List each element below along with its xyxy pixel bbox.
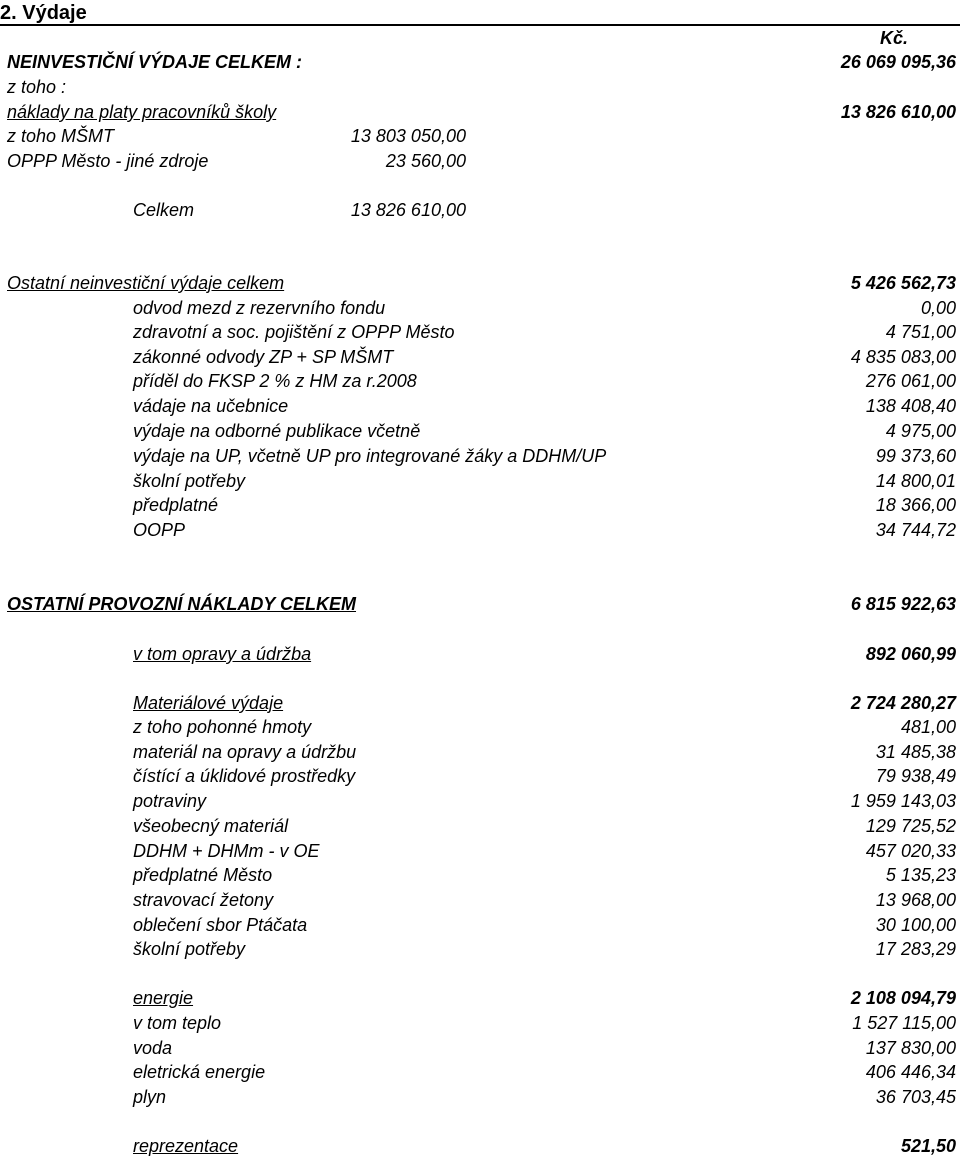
- ostatni-item-value: 14 800,01: [875, 471, 956, 491]
- material-item-label: stravovací žetony: [133, 890, 274, 910]
- material-item-value: 30 100,00: [875, 915, 956, 935]
- celkem-value: 13 826 610,00: [350, 200, 466, 220]
- ostatni-item-value: 4 835 083,00: [850, 347, 956, 367]
- header-rule: [0, 24, 960, 26]
- material-item-value: 129 725,52: [865, 816, 956, 836]
- ostatni-item-value: 276 061,00: [865, 371, 956, 391]
- provozni-total: 6 815 922,63: [850, 594, 956, 614]
- material-item-value: 13 968,00: [875, 890, 956, 910]
- ostatni-item-label: zdravotní a soc. pojištění z OPPP Město: [133, 322, 455, 342]
- neinvesticni-label: NEINVESTIČNÍ VÝDAJE CELKEM :: [7, 52, 303, 72]
- material-item-value: 17 283,29: [875, 939, 956, 959]
- reprezentace-label: reprezentace: [133, 1136, 239, 1156]
- energie-item-label: voda: [133, 1038, 173, 1058]
- msmt-value: 13 803 050,00: [350, 126, 466, 146]
- material-item-label: z toho pohonné hmoty: [133, 717, 312, 737]
- energie-item-label: v tom teplo: [133, 1013, 222, 1033]
- oppp-label: OPPP Město - jiné zdroje: [7, 151, 209, 171]
- energie-label: energie: [133, 988, 194, 1008]
- material-item-value: 481,00: [900, 717, 956, 737]
- ostatni-item-label: OOPP: [133, 520, 186, 540]
- material-item-label: materiál na opravy a údržbu: [133, 742, 357, 762]
- material-item-value: 79 938,49: [875, 766, 956, 786]
- ostatni-item-label: školní potřeby: [133, 471, 246, 491]
- material-item-label: předplatné Město: [133, 865, 273, 885]
- ostatni-item-value: 18 366,00: [875, 495, 956, 515]
- material-total: 2 724 280,27: [850, 693, 956, 713]
- neinvesticni-total: 26 069 095,36: [840, 52, 956, 72]
- energie-total: 2 108 094,79: [850, 988, 956, 1008]
- ostatni-item-value: 99 373,60: [875, 446, 956, 466]
- material-item-value: 1 959 143,03: [850, 791, 956, 811]
- ostatni-item-label: předplatné: [133, 495, 219, 515]
- oppp-value: 23 560,00: [385, 151, 466, 171]
- material-item-label: školní potřeby: [133, 939, 246, 959]
- energie-item-label: eletrická energie: [133, 1062, 266, 1082]
- material-label: Materiálové výdaje: [133, 693, 284, 713]
- energie-item-label: plyn: [133, 1087, 167, 1107]
- ostatni-item-label: zákonné odvody ZP + SP MŠMT: [133, 347, 394, 367]
- material-item-label: DDHM + DHMm - v OE: [133, 841, 320, 861]
- opravy-value: 892 060,99: [865, 644, 956, 664]
- ostatni-item-label: vádaje na učebnice: [133, 396, 289, 416]
- ostatni-item-label: odvod mezd z rezervního fondu: [133, 298, 386, 318]
- ostatni-item-value: 138 408,40: [865, 396, 956, 416]
- ostatni-item-value: 34 744,72: [875, 520, 956, 540]
- reprezentace-value: 521,50: [900, 1136, 956, 1156]
- ostatni-item-label: příděl do FKSP 2 % z HM za r.2008: [133, 371, 417, 391]
- ostatni-item-label: výdaje na UP, včetně UP pro integrované žáky a DDHM/UP: [133, 446, 607, 466]
- celkem-label: Celkem: [133, 200, 195, 220]
- ostatni-item-label: výdaje na odborné publikace včetně: [133, 421, 421, 441]
- msmt-label: z toho MŠMT: [7, 126, 115, 146]
- ostatni-neinv-total: 5 426 562,73: [850, 273, 956, 293]
- ostatni-item-value: 4 751,00: [885, 322, 956, 342]
- material-item-label: potraviny: [133, 791, 207, 811]
- platy-value: 13 826 610,00: [840, 102, 956, 122]
- z-toho-label: z toho :: [7, 77, 67, 97]
- energie-item-value: 406 446,34: [865, 1062, 956, 1082]
- ostatni-item-value: 4 975,00: [885, 421, 956, 441]
- opravy-label: v tom opravy a údržba: [133, 644, 312, 664]
- material-item-value: 31 485,38: [875, 742, 956, 762]
- provozni-label: OSTATNÍ PROVOZNÍ NÁKLADY CELKEM: [7, 594, 357, 614]
- material-item-label: všeobecný materiál: [133, 816, 289, 836]
- material-item-value: 457 020,33: [865, 841, 956, 861]
- material-item-value: 5 135,23: [885, 865, 956, 885]
- platy-label: náklady na platy pracovníků školy: [7, 102, 277, 122]
- ostatni-neinv-label: Ostatní neinvestiční výdaje celkem: [7, 273, 285, 293]
- energie-item-value: 1 527 115,00: [852, 1013, 956, 1033]
- energie-item-value: 36 703,45: [875, 1087, 956, 1107]
- currency-label: Kč.: [879, 28, 908, 48]
- ostatni-item-value: 0,00: [920, 298, 956, 318]
- section-title: 2. Výdaje: [0, 2, 87, 24]
- energie-item-value: 137 830,00: [865, 1038, 956, 1058]
- material-item-label: čístící a úklidové prostředky: [133, 766, 356, 786]
- material-item-label: oblečení sbor Ptáčata: [133, 915, 308, 935]
